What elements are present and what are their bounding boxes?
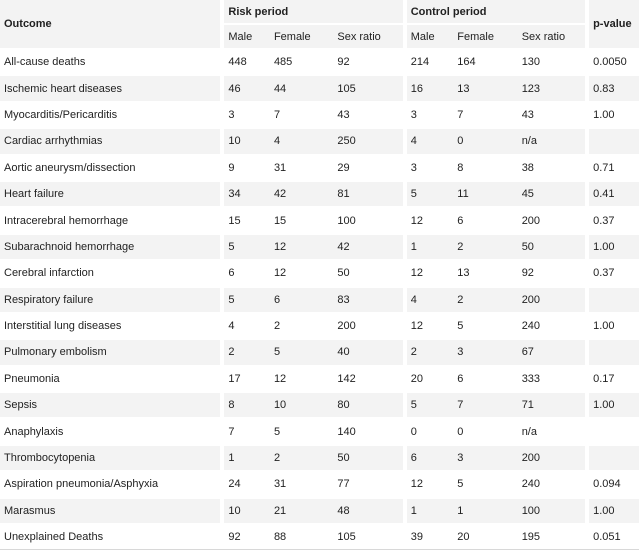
cell-risk-male: 17 [228,372,241,385]
cell-control-male: 6 [407,446,454,470]
cell-risk-male: 46 [224,76,270,100]
cell-outcome: Sepsis [0,393,220,417]
cell-control-female: 2 [453,288,517,312]
cell-risk-female: 7 [273,108,281,121]
cell-risk-female: 44 [270,76,333,100]
cell-control-sex-ratio: 67 [518,340,586,364]
cell-risk-female: 6 [270,288,333,312]
table-row [0,367,639,391]
cell-control-sex-ratio: 43 [521,108,534,121]
cell-risk-male: 15 [228,214,241,227]
cell-risk-sex-ratio: 142 [337,372,356,385]
cell-control-female: 2 [453,235,517,259]
table-row [0,76,639,100]
cell-control-male: 4 [407,288,454,312]
cell-control-sex-ratio: n/a [521,425,537,438]
cell-risk-sex-ratio: 40 [333,340,402,364]
cell-risk-male: 34 [224,182,270,206]
cell-risk-male: 24 [228,478,241,491]
table-body [0,50,639,550]
cell-risk-sex-ratio: 250 [333,129,402,153]
cell-control-sex-ratio: 130 [521,56,541,69]
table-row [0,235,639,259]
cell-control-male: 12 [410,478,423,491]
cell-risk-sex-ratio: 50 [337,267,350,280]
cell-risk-male: 8 [224,393,270,417]
cell-control-male: 20 [410,372,423,385]
cell-control-male: 214 [410,56,430,69]
table-row [0,314,639,338]
table-row [0,340,639,364]
cell-outcome: Thrombocytopenia [0,446,220,470]
cell-control-female: 164 [457,56,476,69]
cell-outcome: Pulmonary embolism [0,340,220,364]
cell-outcome: Myocarditis/Pericarditis [4,108,118,121]
cell-control-female: 7 [453,393,517,417]
cell-p-value: 0.41 [589,182,639,206]
cell-outcome: Aortic aneurysm/dissection [4,161,136,174]
cell-p-value: 0.051 [589,525,639,550]
header-risk-female: Female [270,25,333,48]
cell-control-sex-ratio: 200 [521,214,541,227]
cell-outcome: Heart failure [0,182,220,206]
cell-p-value [589,446,639,470]
cell-control-sex-ratio: 333 [521,372,541,385]
cell-risk-male: 5 [224,288,270,312]
cell-risk-sex-ratio: 81 [333,182,402,206]
table-row [0,129,639,153]
cell-control-sex-ratio: 45 [518,182,586,206]
cell-risk-sex-ratio: 48 [333,499,402,523]
cell-risk-male: 7 [228,425,235,438]
cell-control-female: 3 [453,340,517,364]
cell-risk-female: 88 [270,525,333,550]
cell-risk-male: 2 [224,340,270,364]
cell-p-value: 1.00 [589,393,639,417]
table-header [0,0,639,48]
header-row-1 [0,0,639,23]
cell-risk-sex-ratio: 50 [333,446,402,470]
cell-control-sex-ratio: 38 [521,161,534,174]
table-row [0,393,639,417]
cell-control-male: 0 [410,425,417,438]
cell-control-female: 0 [457,425,464,438]
header-risk-period: Risk period [224,0,402,23]
cell-outcome: Subarachnoid hemorrhage [0,235,220,259]
cell-risk-female: 485 [273,56,293,69]
cell-outcome: Unexplained Deaths [0,525,220,550]
cell-outcome: Marasmus [0,499,220,523]
header-control-period: Control period [407,0,585,23]
cell-p-value: 0.37 [593,214,615,227]
cell-control-female: 20 [453,525,517,550]
cell-control-female: 1 [453,499,517,523]
cell-p-value: 0.17 [593,372,615,385]
cell-p-value: 1.00 [589,499,639,523]
cell-control-male: 4 [407,129,454,153]
cell-risk-male: 3 [228,108,235,121]
cell-control-male: 3 [410,161,417,174]
table-row [0,103,639,127]
table-row [0,261,639,285]
cell-control-female: 8 [457,161,464,174]
cell-p-value [589,340,639,364]
cell-risk-male: 5 [224,235,270,259]
table-row [0,50,639,74]
cell-risk-male: 4 [228,320,235,333]
cell-control-female: 13 [453,76,517,100]
cell-risk-female: 5 [273,425,281,438]
table-row [0,156,639,180]
cell-control-sex-ratio: 195 [518,525,586,550]
cell-outcome: Intracerebral hemorrhage [4,214,129,227]
table-row [0,208,639,232]
cell-risk-female: 12 [273,372,287,385]
cell-risk-sex-ratio: 43 [337,108,350,121]
table-row [0,525,639,550]
cell-control-female: 6 [457,372,464,385]
cell-risk-male: 1 [224,446,270,470]
cell-p-value: 0.094 [593,478,621,491]
cell-risk-male: 9 [228,161,235,174]
cell-risk-female: 31 [273,161,287,174]
cell-control-male: 2 [407,340,454,364]
cell-control-sex-ratio: 71 [518,393,586,417]
cell-control-sex-ratio: 123 [518,76,586,100]
cell-risk-female: 21 [270,499,333,523]
cell-risk-male: 92 [224,525,270,550]
cell-risk-sex-ratio: 100 [337,214,356,227]
cell-risk-sex-ratio: 83 [333,288,402,312]
cell-p-value: 1.00 [593,320,615,333]
cell-p-value [589,288,639,312]
table-row [0,472,639,496]
table-row [0,446,639,470]
table-row [0,288,639,312]
cell-p-value: 0.83 [589,76,639,100]
cell-control-female: 11 [453,182,517,206]
header-control-male: Male [407,25,454,48]
cell-risk-sex-ratio: 42 [333,235,402,259]
cell-risk-sex-ratio: 29 [337,161,350,174]
cell-control-male: 12 [410,320,423,333]
cell-control-male: 39 [407,525,454,550]
cell-control-male: 5 [407,393,454,417]
cell-p-value: 0.37 [593,267,615,280]
cell-control-male: 12 [410,267,423,280]
cell-p-value: 0.71 [593,161,615,174]
cell-risk-female: 2 [273,320,281,333]
cell-risk-female: 31 [273,478,287,491]
header-outcome: Outcome [0,0,220,48]
cell-risk-male: 10 [224,129,270,153]
header-risk-sex-ratio: Sex ratio [333,25,402,48]
cell-risk-female: 5 [270,340,333,364]
cell-outcome: Aspiration pneumonia/Asphyxia [4,478,159,491]
cell-control-female: 6 [457,214,464,227]
cell-control-male: 12 [410,214,423,227]
cell-risk-sex-ratio: 200 [337,320,356,333]
cell-risk-male: 6 [228,267,235,280]
cell-control-female: 3 [453,446,517,470]
header-control-female: Female [453,25,517,48]
cell-control-male: 3 [410,108,417,121]
cell-control-sex-ratio: 240 [521,478,541,491]
cell-control-female: 5 [457,478,464,491]
table-row [0,499,639,523]
table-row [0,182,639,206]
cell-control-female: 13 [457,267,470,280]
cell-risk-sex-ratio: 80 [333,393,402,417]
header-control-sex-ratio: Sex ratio [518,25,586,48]
cell-risk-female: 2 [270,446,333,470]
cell-p-value: 0.0050 [593,56,627,69]
cell-p-value [589,129,639,153]
cell-control-sex-ratio: 92 [521,267,534,280]
cell-control-female: 7 [457,108,464,121]
cell-control-female: 0 [453,129,517,153]
cell-control-male: 16 [407,76,454,100]
table-row [0,419,639,443]
cell-p-value: 1.00 [589,235,639,259]
cell-p-value: 1.00 [593,108,615,121]
cell-control-sex-ratio: 50 [518,235,586,259]
cell-risk-female: 10 [270,393,333,417]
cell-risk-sex-ratio: 140 [337,425,356,438]
cell-outcome: Anaphylaxis [4,425,64,438]
cell-outcome: Pneumonia [4,372,60,385]
cell-risk-female: 4 [270,129,333,153]
cell-control-sex-ratio: 100 [518,499,586,523]
cell-risk-male: 448 [228,56,247,69]
cell-risk-sex-ratio: 105 [333,76,402,100]
cell-outcome: Cerebral infarction [4,267,94,280]
cell-outcome: Ischemic heart diseases [0,76,220,100]
cell-control-sex-ratio: n/a [518,129,586,153]
cell-risk-female: 42 [270,182,333,206]
header-risk-male: Male [224,25,270,48]
cell-outcome: Cardiac arrhythmias [0,129,220,153]
cell-control-male: 1 [407,235,454,259]
cell-risk-female: 15 [273,214,287,227]
cell-risk-female: 12 [270,235,333,259]
cell-outcome: Respiratory failure [0,288,220,312]
cell-risk-sex-ratio: 77 [337,478,350,491]
cell-control-female: 5 [457,320,464,333]
header-p-value: p-value [589,0,639,48]
cell-outcome: All-cause deaths [4,56,86,69]
cell-risk-female: 12 [273,267,287,280]
cell-control-sex-ratio: 200 [518,446,586,470]
cell-outcome: Interstitial lung diseases [4,320,122,333]
cell-control-male: 1 [407,499,454,523]
cell-control-sex-ratio: 240 [521,320,541,333]
cell-control-male: 5 [407,182,454,206]
cell-p-value [589,419,639,443]
cell-control-sex-ratio: 200 [518,288,586,312]
cell-risk-sex-ratio: 92 [337,56,350,69]
cell-risk-sex-ratio: 105 [333,525,402,550]
cell-risk-male: 10 [224,499,270,523]
